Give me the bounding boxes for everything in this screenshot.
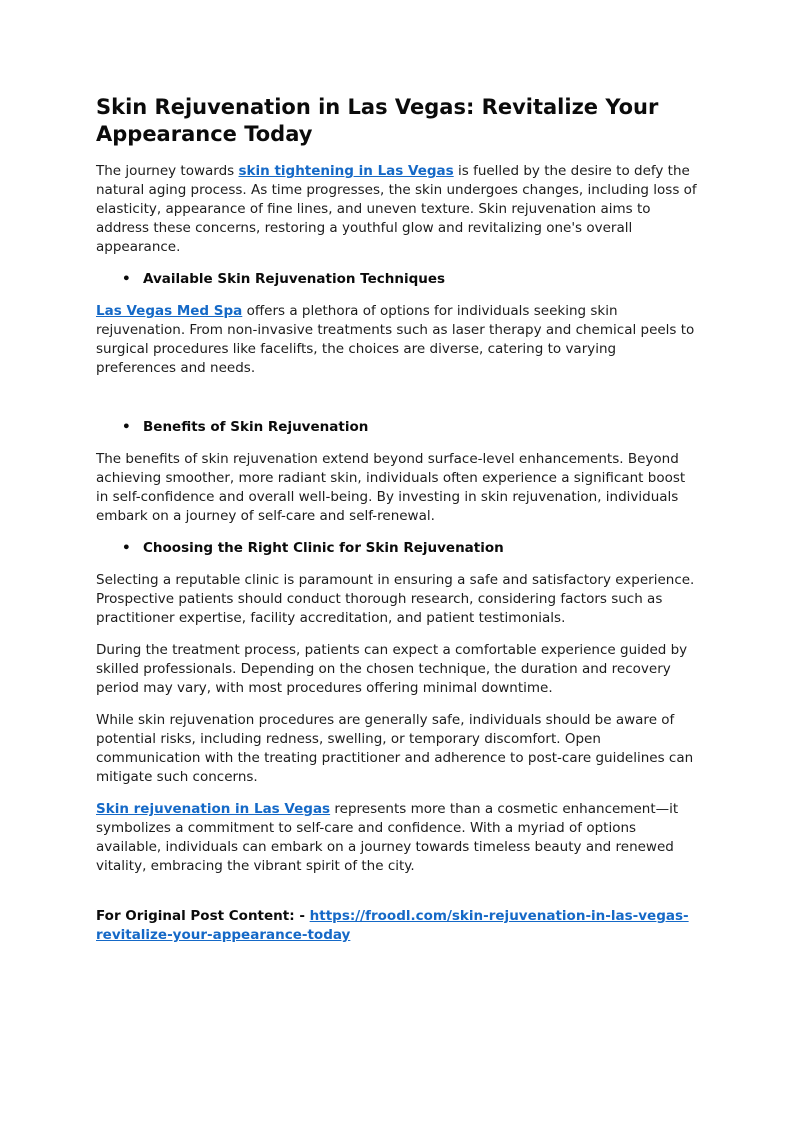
original-post-url-link[interactable]: https://froodl.com/skin-rejuvenation-in-las-vegas-revitalize-your-appearance-today	[96, 908, 689, 943]
bullet-heading-techniques	[122, 270, 698, 289]
bullet-heading-label: Benefits of Skin Rejuvenation	[143, 419, 369, 435]
las-vegas-med-spa-link[interactable]: Las Vegas Med Spa	[96, 303, 243, 319]
paragraph-text: The journey towards	[96, 163, 239, 179]
bullet-heading-label: Choosing the Right Clinic for Skin Rejuvenation	[143, 540, 504, 556]
techniques-paragraph	[96, 302, 698, 378]
bullet-heading-label: Available Skin Rejuvenation Techniques	[143, 271, 446, 287]
bullet-icon: •	[122, 271, 131, 287]
conclusion-paragraph	[96, 800, 698, 876]
skin-tightening-link[interactable]: skin tightening in Las Vegas	[238, 163, 454, 179]
skin-rejuvenation-link[interactable]: Skin rejuvenation in Las Vegas	[96, 801, 331, 817]
page-title: Skin Rejuvenation in Las Vegas: Revitalize Your Appearance Today	[96, 95, 659, 146]
original-post-label: For Original Post Content: -	[96, 908, 310, 924]
bullet-heading-benefits	[122, 418, 698, 437]
bullet-heading-clinic	[122, 539, 698, 558]
bullet-icon: •	[122, 540, 131, 556]
original-post-line	[96, 907, 698, 945]
blank-line	[96, 391, 698, 418]
paragraph-text: offers a plethora of options for individuals seeking skin rejuvenation. From non-invasive treatments such as laser therapy and chemical peels to surgical procedures like facelifts, the choices are diverse, catering to varying preferences and needs.	[96, 303, 695, 376]
clinic-paragraph: Selecting a reputable clinic is paramount in ensuring a safe and satisfactory experience. Prospective patients should conduct thorough research, considering factors such as practitioner expertise, facility accreditation, and patient testimonials.	[96, 572, 695, 626]
bullet-icon: •	[122, 419, 131, 435]
paragraph-text: is fuelled by the desire to defy the natural aging process. As time progresses, the skin undergoes changes, including loss of elasticity, appearance of fine lines, and uneven texture. Skin rejuvenation aims to address these concerns, restoring a youthful glow and revitalizing one's overall appearance.	[96, 163, 697, 255]
paragraph-text: represents more than a cosmetic enhancement—it symbolizes a commitment to self-care and confidence. With a myriad of options available, individuals can embark on a journey towards timeless beauty and renewed vitality, embracing the vibrant spirit of the city.	[96, 801, 679, 874]
risks-paragraph: While skin rejuvenation procedures are generally safe, individuals should be aware of potential risks, including redness, swelling, or temporary discomfort. Open communication with the treating practitioner and adherence to post-care guidelines can mitigate such concerns.	[96, 712, 694, 785]
benefits-paragraph: The benefits of skin rejuvenation extend beyond surface-level enhancements. Beyond achieving smoother, more radiant skin, individuals often experience a significant boost in self-confidence and overall well-being. By investing in skin rejuvenation, individuals embark on a journey of self-care and self-renewal.	[96, 451, 686, 524]
intro-paragraph	[96, 162, 698, 257]
treatment-paragraph: During the treatment process, patients can expect a comfortable experience guided by skilled professionals. Depending on the chosen technique, the duration and recovery period may vary, with most procedures offering minimal downtime.	[96, 642, 688, 696]
blank-line	[96, 889, 698, 907]
